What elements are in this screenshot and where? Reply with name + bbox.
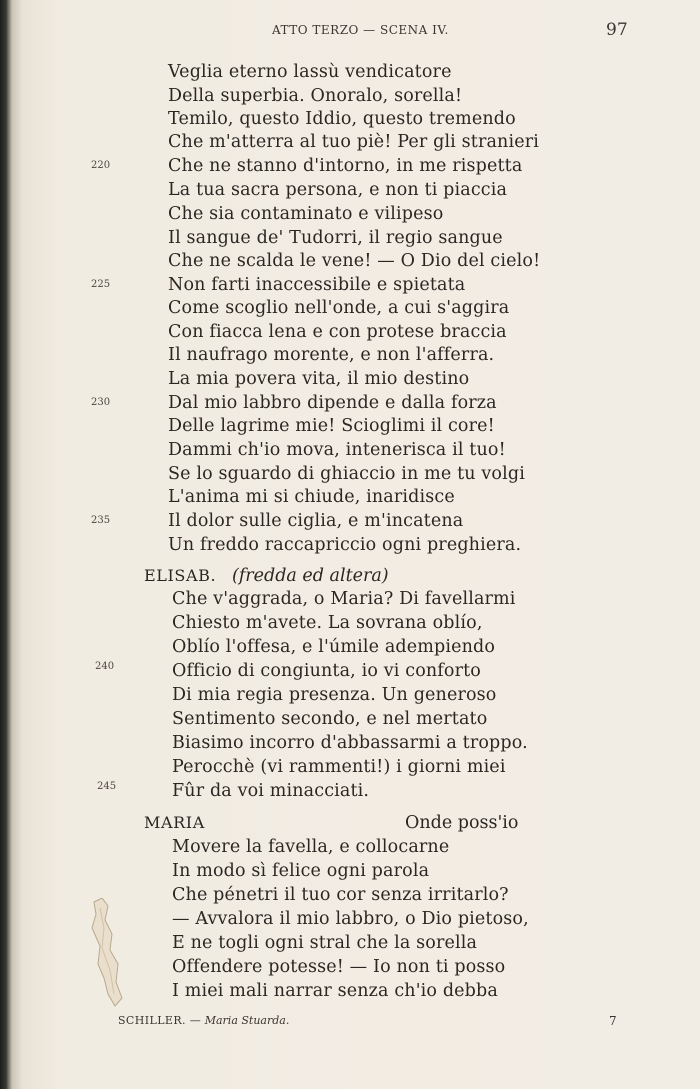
- line-number: 230: [91, 397, 111, 408]
- verse-line: [0, 781, 700, 805]
- verse-line: [0, 487, 700, 511]
- stage-direction: (fredda ed altera): [232, 566, 389, 586]
- signature-mark: 7: [609, 1014, 617, 1028]
- verse-text: Veglia eterno lassù vendicatore: [168, 62, 452, 82]
- verse-text: Il naufrago morente, e non l'afferra.: [168, 345, 495, 365]
- verse-text: Che v'aggrada, o Maria? Di favellarmi: [172, 589, 516, 609]
- footer-author: SCHILLER. —: [118, 1014, 202, 1027]
- verse-text: Chiesto m'avete. La sovrana oblío,: [172, 613, 483, 633]
- verse-text: Dal mio labbro dipende e dalla forza: [168, 393, 497, 413]
- verse-text: Fûr da voi minacciati.: [172, 781, 370, 801]
- verse-line: [0, 685, 700, 709]
- verse-text: Dammi ch'io mova, intenerisca il tuo!: [168, 440, 506, 460]
- line-number: 220: [91, 160, 111, 171]
- verse-text: Un freddo raccapriccio ogni preghiera.: [168, 535, 522, 555]
- verse-text: Che sia contaminato e vilipeso: [168, 204, 444, 224]
- verse-text: L'anima mi si chiude, inaridisce: [168, 487, 455, 507]
- paper-scrap: [88, 898, 124, 1008]
- verse-text: Che m'atterra al tuo piè! Per gli stranieri: [168, 132, 539, 152]
- verse-text: La mia povera vita, il mio destino: [168, 369, 470, 389]
- verse-text: In modo sì felice ogni parola: [172, 861, 430, 881]
- footer-title: Maria Stuarda.: [204, 1014, 290, 1027]
- verse-line: [0, 464, 700, 488]
- verse-text: Movere la favella, e collocarne: [172, 837, 450, 857]
- verse-line: [0, 393, 700, 417]
- verse-text: Offendere potesse! — Io non ti posso: [172, 957, 506, 977]
- verse-line: [0, 511, 700, 535]
- verse-text: Di mia regia presenza. Un generoso: [172, 685, 497, 705]
- footer-credit: [118, 1014, 289, 1027]
- verse-text: La tua sacra persona, e non ti piaccia: [168, 180, 508, 200]
- verse-line: [0, 589, 700, 613]
- verse-line: [0, 156, 700, 180]
- verse-line: [0, 228, 700, 252]
- verse-line: [0, 837, 700, 861]
- half-line-continuation: Onde poss'io: [405, 813, 519, 833]
- verse-text: Che ne scalda le vene! — O Dio del cielo!: [168, 251, 541, 271]
- verse-text: Come scoglio nell'onde, a cui s'aggira: [168, 298, 510, 318]
- verse-text: Sentimento secondo, e nel mertato: [172, 709, 488, 729]
- speaker-line: [0, 813, 700, 837]
- verse-line: [0, 204, 700, 228]
- page-number: 97: [606, 20, 628, 40]
- verse-line: [0, 733, 700, 757]
- verse-line: [0, 275, 700, 299]
- verse-line: [0, 251, 700, 275]
- verse-text: Biasimo incorro d'abbassarmi a troppo.: [172, 733, 528, 753]
- verse-line: [0, 861, 700, 885]
- speaker-name: MARIA: [144, 813, 205, 832]
- verse-text: Perocchè (vi rammenti!) i giorni miei: [172, 757, 506, 777]
- page-header: [0, 20, 700, 44]
- verse-text: Che pénetri il tuo cor senza irritarlo?: [172, 885, 509, 905]
- verse-text: Con fiacca lena e con protese braccia: [168, 322, 507, 342]
- verse-text: Il sangue de' Tudorri, il regio sangue: [168, 228, 503, 248]
- line-number: 225: [91, 279, 111, 290]
- line-number: 240: [95, 661, 115, 672]
- verse-line: [0, 613, 700, 637]
- verse-text: Che ne stanno d'intorno, in me rispetta: [168, 156, 523, 176]
- verse-text: E ne togli ogni stral che la sorella: [172, 933, 478, 953]
- verse-text: Non farti inaccessibile e spietata: [168, 275, 466, 295]
- verse-line: [0, 757, 700, 781]
- verse-line: [0, 709, 700, 733]
- verse-line: [0, 298, 700, 322]
- verse-line: [0, 637, 700, 661]
- verse-line: [0, 322, 700, 346]
- verse-text: I miei mali narrar senza ch'io debba: [172, 981, 498, 1001]
- verse-line: [0, 86, 700, 110]
- verse-text: Officio di congiunta, io vi conforto: [172, 661, 481, 681]
- verse-line: [0, 369, 700, 393]
- running-head: ATTO TERZO — SCENA IV.: [272, 23, 449, 37]
- verse-text: Oblío l'offesa, e l'úmile adempiendo: [172, 637, 496, 657]
- verse-line: [0, 345, 700, 369]
- verse-line: [0, 132, 700, 156]
- verse-line: [0, 62, 700, 86]
- verse-text: Il dolor sulle ciglia, e m'incatena: [168, 511, 464, 531]
- verse-line: [0, 661, 700, 685]
- verse-text: Se lo sguardo di ghiaccio in me tu volgi: [168, 464, 525, 484]
- line-number: 245: [97, 781, 117, 792]
- verse-line: [0, 180, 700, 204]
- verse-text: — Avvalora il mio labbro, o Dio pietoso,: [172, 909, 529, 929]
- verse-line: [0, 109, 700, 133]
- verse-text: Delle lagrime mie! Scioglimi il core!: [168, 416, 495, 436]
- speaker-line: [0, 566, 700, 590]
- verse-line: [0, 416, 700, 440]
- verse-text: Temilo, questo Iddio, questo tremendo: [168, 109, 516, 129]
- speaker-name: ELISAB.: [144, 566, 217, 585]
- line-number: 235: [91, 515, 111, 526]
- verse-line: [0, 440, 700, 464]
- verse-text: Della superbia. Onoralo, sorella!: [168, 86, 463, 106]
- verse-line: [0, 535, 700, 559]
- page-footer: [0, 1014, 700, 1034]
